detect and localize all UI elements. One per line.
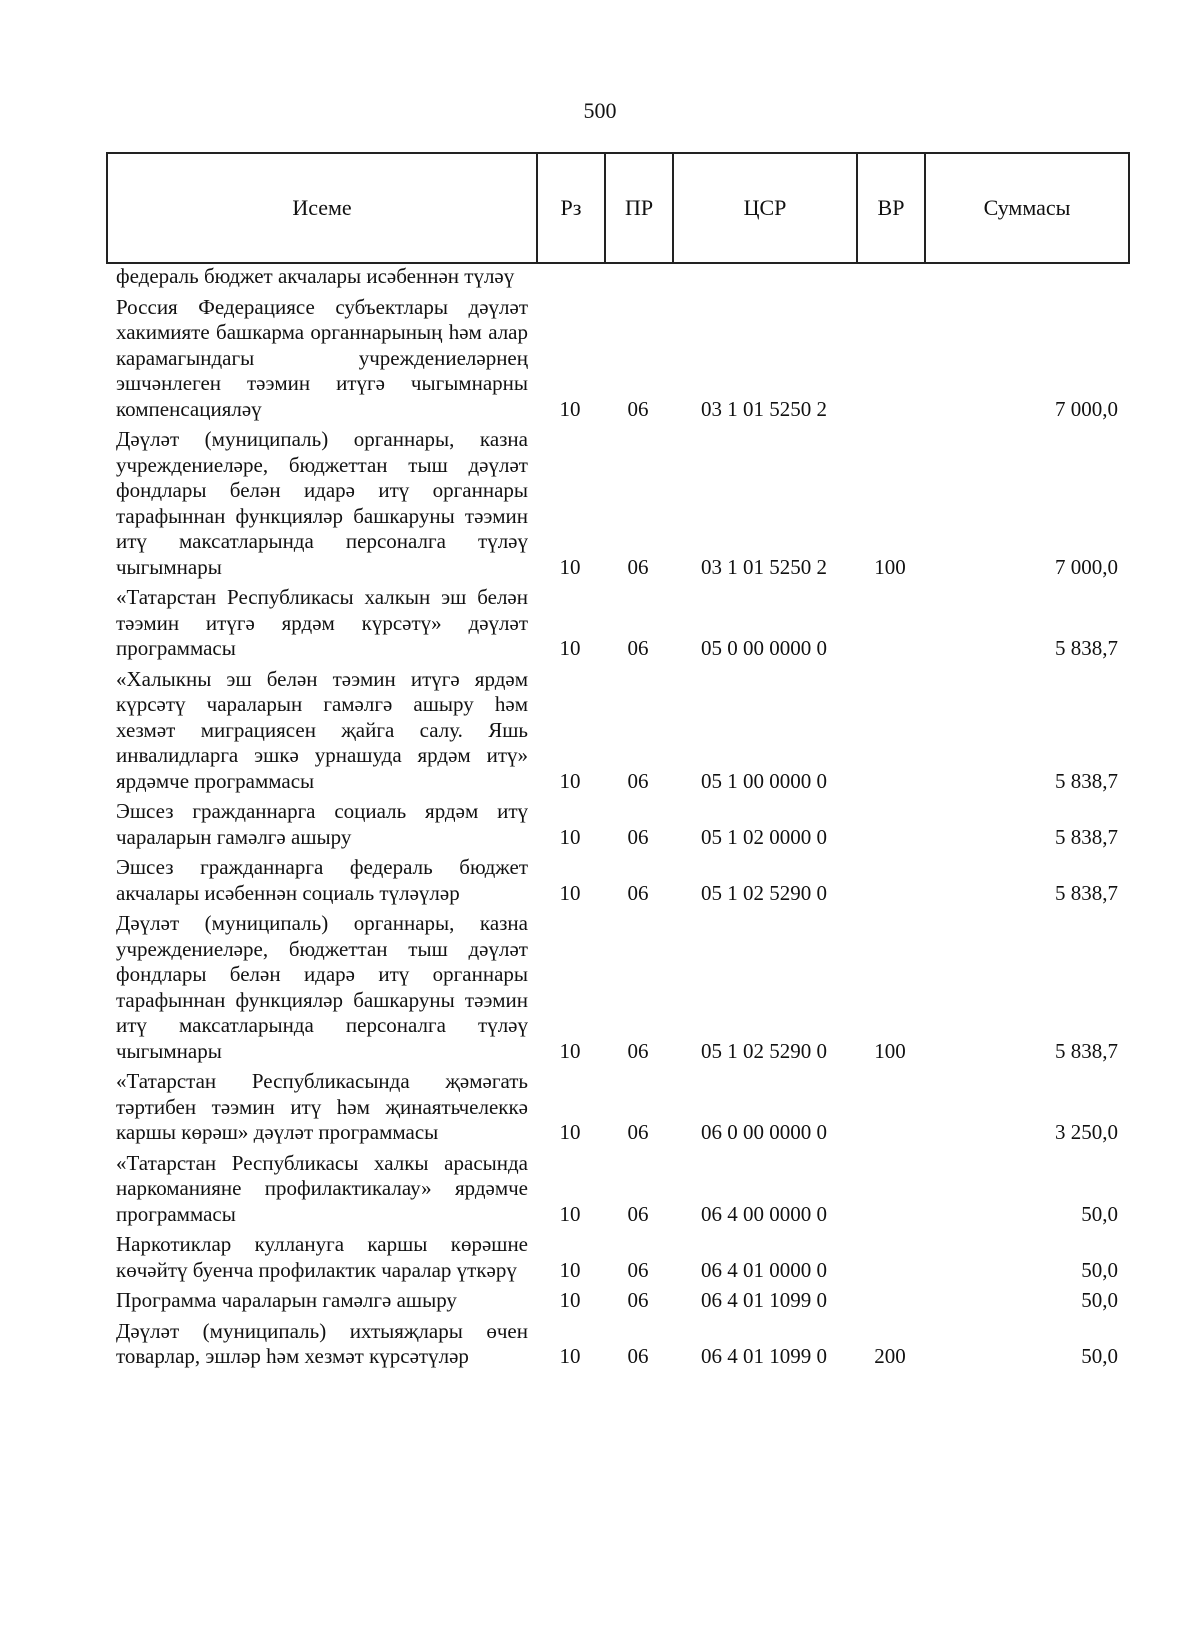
row-csr: 06 4 01 0000 0 xyxy=(701,1257,827,1282)
row-pr: 06 xyxy=(627,1288,649,1312)
row-name: Эшсез гражданнарга федераль бюджет акчалары исәбеннән социаль түләүләр xyxy=(116,855,528,905)
table-row xyxy=(106,1319,1130,1370)
table-row xyxy=(106,911,1130,1064)
header-vr: ВР xyxy=(858,154,926,262)
row-name: Россия Федерациясе субъектлары дәүләт хакимияте башкарма органнарының һәм алар карамагындагы учреждениеләрнең эшчәнлеген тәэмин итүгә чыгымнарны компенсацияләү xyxy=(116,294,528,421)
header-name: Исеме xyxy=(108,154,538,262)
row-name: «Татарстан Республикасы халкы арасында наркоманияне профилактикалау» ярдәмче программасы xyxy=(116,1150,528,1226)
row-sum: 50,0 xyxy=(1081,1201,1118,1226)
row-sum: 50,0 xyxy=(1081,1344,1118,1368)
table-body xyxy=(106,264,1130,1370)
table-row xyxy=(106,427,1130,580)
row-rz: 10 xyxy=(559,1257,581,1282)
row-sum: 7 000,0 xyxy=(1055,396,1118,421)
row-name: Дәүләт (муниципаль) ихтыяҗлары өчен товарлар, эшләр һәм хезмәт күрсәтүләр xyxy=(116,1318,528,1368)
table-row xyxy=(106,855,1130,906)
row-csr: 05 1 00 0000 0 xyxy=(701,768,827,793)
row-rz: 10 xyxy=(559,768,581,793)
row-sum: 50,0 xyxy=(1081,1288,1118,1312)
row-sum: 3 250,0 xyxy=(1055,1120,1118,1144)
row-csr: 06 0 00 0000 0 xyxy=(701,1120,827,1144)
row-pr: 06 xyxy=(627,396,649,421)
page-number: 500 xyxy=(583,98,617,123)
table-row xyxy=(106,799,1130,850)
row-name: Дәүләт (муниципаль) органнары, казна учреждениеләре, бюджеттан тыш дәүләт фондлары белән идарә итү органнары тарафыннан функцияләр башкаруны тәэмин итү максатларында персоналга түләү чыгымнары xyxy=(116,911,528,1063)
table-header xyxy=(106,152,1130,264)
row-name: Наркотиклар куллануга каршы көрәшне көчәйтү буенча профилактик чаралар үткәрү xyxy=(116,1232,528,1282)
row-name: Эшсез гражданнарга социаль ярдәм итү чараларын гамәлгә ашыру xyxy=(116,799,528,849)
row-sum: 5 838,7 xyxy=(1055,1038,1118,1063)
row-csr: 06 4 01 1099 0 xyxy=(701,1288,827,1312)
row-csr: 06 4 01 1099 0 xyxy=(701,1344,827,1368)
row-rz: 10 xyxy=(559,1288,581,1312)
table-row xyxy=(106,1232,1130,1283)
row-vr: 100 xyxy=(874,1038,906,1063)
header-csr: ЦСР xyxy=(674,154,858,262)
row-csr: 05 1 02 0000 0 xyxy=(701,824,827,849)
row-name: федераль бюджет акчалары исәбеннән түләү xyxy=(116,264,515,288)
row-name: Дәүләт (муниципаль) органнары, казна учреждениеләре, бюджеттан тыш дәүләт фондлары белән идарә итү органнары тарафыннан функцияләр башкаруны тәэмин итү максатларында персоналга түләү чыгымнары xyxy=(116,427,528,579)
table-row xyxy=(106,585,1130,662)
row-pr: 06 xyxy=(627,636,649,660)
row-sum: 7 000,0 xyxy=(1055,554,1118,579)
table-row xyxy=(106,1151,1130,1228)
row-name: «Татарстан Республикасында җәмәгать тәртибен тәэмин итү һәм җинаятьчелеккә каршы көрәш» дәүләт программасы xyxy=(116,1069,528,1144)
table-row xyxy=(106,264,1130,290)
row-csr: 06 4 00 0000 0 xyxy=(701,1201,827,1226)
row-pr: 06 xyxy=(627,1344,649,1368)
row-rz: 10 xyxy=(559,1344,581,1368)
header-sum: Суммасы xyxy=(983,195,1071,220)
header-pr: ПР xyxy=(606,154,674,262)
header-rz: Рз xyxy=(538,154,606,262)
row-rz: 10 xyxy=(559,824,581,849)
row-sum: 50,0 xyxy=(1081,1257,1118,1282)
row-name: «Татарстан Республикасы халкын эш белән тәэмин итүгә ярдәм күрсәтү» дәүләт программасы xyxy=(116,585,528,660)
row-rz: 10 xyxy=(559,396,581,421)
table-row xyxy=(106,1288,1130,1314)
row-rz: 10 xyxy=(559,1201,581,1226)
row-rz: 10 xyxy=(559,880,581,905)
row-pr: 06 xyxy=(627,1257,649,1282)
row-csr: 05 0 00 0000 0 xyxy=(701,636,827,660)
row-pr: 06 xyxy=(627,824,649,849)
row-name: «Халыкны эш белән тәэмин итүгә ярдәм күрсәтү чараларын гамәлгә ашыру һәм хезмәт миграциясен җайга салу. Яшь инвалидларга эшкә урнашуда ярдәм итү» ярдәмче программасы xyxy=(116,666,528,793)
row-csr: 03 1 01 5250 2 xyxy=(701,396,827,421)
row-csr: 03 1 01 5250 2 xyxy=(701,554,827,579)
row-name: Программа чараларын гамәлгә ашыру xyxy=(116,1288,457,1312)
row-rz: 10 xyxy=(559,636,581,660)
row-sum: 5 838,7 xyxy=(1055,824,1118,849)
row-rz: 10 xyxy=(559,554,581,579)
row-csr: 05 1 02 5290 0 xyxy=(701,1038,827,1063)
row-pr: 06 xyxy=(627,1038,649,1063)
row-sum: 5 838,7 xyxy=(1055,636,1118,660)
row-pr: 06 xyxy=(627,768,649,793)
row-rz: 10 xyxy=(559,1120,581,1144)
row-pr: 06 xyxy=(627,1120,649,1144)
row-pr: 06 xyxy=(627,554,649,579)
table-row xyxy=(106,667,1130,795)
row-sum: 5 838,7 xyxy=(1055,768,1118,793)
table-row xyxy=(106,1069,1130,1146)
row-pr: 06 xyxy=(627,1201,649,1226)
table-row xyxy=(106,295,1130,423)
row-sum: 5 838,7 xyxy=(1055,880,1118,905)
row-rz: 10 xyxy=(559,1038,581,1063)
row-vr: 200 xyxy=(874,1344,906,1368)
row-pr: 06 xyxy=(627,880,649,905)
row-csr: 05 1 02 5290 0 xyxy=(701,880,827,905)
row-vr: 100 xyxy=(874,554,906,579)
